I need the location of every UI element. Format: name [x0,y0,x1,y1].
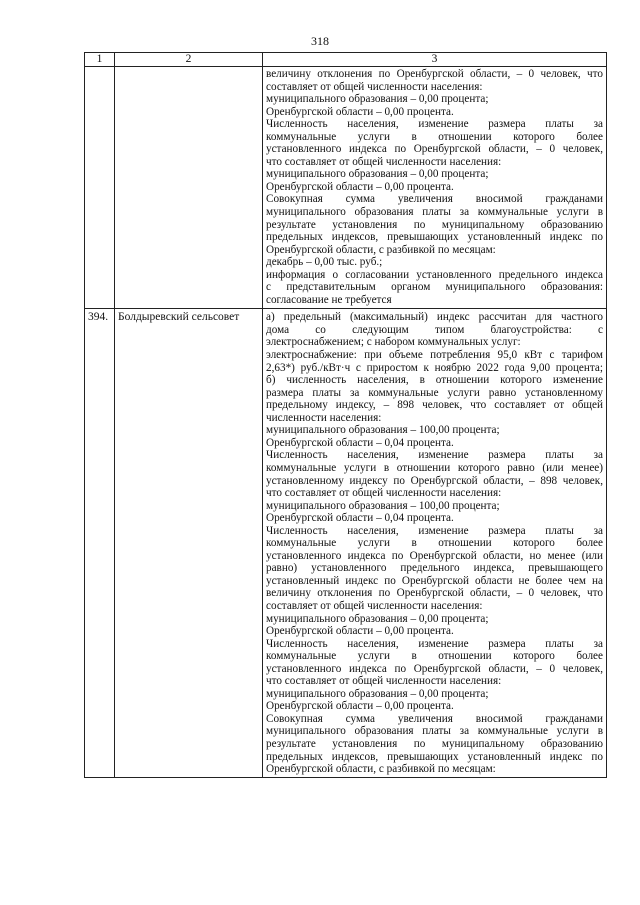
text-line: Совокупная сумма увеличения вносимой гражданами [266,712,603,725]
text-line: электроснабжение: при объеме потребления 95,0 кВт с тарифом [266,349,603,362]
text-line: что составляет от общей численности населения: [266,675,502,688]
text-line: величину отклонения по Оренбургской области, – 0 человек, что [266,587,603,600]
text-line: Оренбургской области – 0,00 процента. [266,625,454,638]
text-line: 2,63*) руб./кВт·ч с приростом к ноябрю 2022 года 9,00 процента; [266,361,603,374]
text-line: согласование не требуется [266,293,392,306]
text-line: муниципального образования платы за коммунальные услуги в [266,725,603,738]
text-line: электроснабжением; с набором коммунальных услуг: [266,336,521,349]
text-line: а) предельный (максимальный) индекс рассчитан для частного [266,311,603,324]
text-line: численности населения: [266,411,382,424]
text-line: размера платы за коммунальные услуги равно установленному [266,386,603,399]
text-line: результате установления по муниципальному образованию [266,737,603,750]
row-number [85,67,115,309]
text-line: равно) установленного предельного индекса, превышающего [266,562,603,575]
text-line: установленного индекса по Оренбургской области, но менее (или [266,549,603,562]
text-line: коммунальные услуги в отношении которого более [266,650,603,663]
text-line: Оренбургской области – 0,00 процента. [266,700,454,713]
text-line: муниципального образования – 0,00 процента; [266,93,489,106]
text-line: установленного индекса по Оренбургской области, – 0 человек, [266,662,603,675]
text-line: Оренбургской области – 0,00 процента. [266,180,454,193]
text-line: декабрь – 0,00 тыс. руб.; [266,256,383,269]
text-line: информация о согласовании установленного предельного индекса [266,268,603,281]
row-content [263,309,607,777]
text-line: составляет от общей численности населения: [266,80,483,93]
row-number: 394. [85,309,115,777]
text-line: муниципального образования – 0,00 процента; [266,168,489,181]
text-line: Оренбургской области, с разбивкой по месяцам: [266,243,496,256]
text-line: установленный индекс по Оренбургской области не более чем на [266,574,603,587]
text-line: установленному индексу по Оренбургской области, – 898 человек, [266,474,603,487]
text-line: дома со следующим типом благоустройства: с [266,323,603,336]
text-line: Численность населения, изменение размера платы за [266,118,603,131]
row-content [263,67,607,309]
document-table [84,52,607,778]
text-line: с представительным органом муниципального образования: [266,281,603,294]
municipality-name: Болдыревский сельсовет [115,309,263,777]
text-line: коммунальные услуги в отношении которого более [266,537,603,550]
text-line: Совокупная сумма увеличения вносимой гражданами [266,193,603,206]
text-line: что составляет от общей численности населения: [266,155,502,168]
municipality-name [115,67,263,309]
text-line: Оренбургской области – 0,04 процента. [266,436,454,449]
text-line: коммунальные услуги в отношении которого равно (или менее) [266,461,603,474]
text-line: составляет от общей численности населения: [266,599,483,612]
text-line: Оренбургской области – 0,00 процента. [266,105,454,118]
text-line: Численность населения, изменение размера платы за [266,637,603,650]
text-line: Численность населения, изменение размера платы за [266,449,603,462]
text-line: результате установления по муниципальному образованию [266,218,603,231]
text-line: б) численность населения, в отношении которого изменение [266,374,603,387]
column-header-3: 3 [263,53,607,67]
text-line: установленного индекса по Оренбургской области, – 0 человек, [266,143,603,156]
text-line: муниципального образования платы за коммунальные услуги в [266,206,603,219]
column-header-1: 1 [85,53,115,67]
column-header-2: 2 [115,53,263,67]
text-line: Оренбургской области – 0,04 процента. [266,512,454,525]
table-header-row [85,53,607,67]
text-line: муниципального образования – 0,00 процента; [266,612,489,625]
text-line: муниципального образования – 0,00 процента; [266,687,489,700]
text-line: что составляет от общей численности населения: [266,487,502,500]
text-line: Численность населения, изменение размера платы за [266,524,603,537]
text-line: предельному индексу, – 898 человек, что составляет от общей [266,399,603,412]
text-line: муниципального образования – 100,00 процента; [266,424,500,437]
text-line: коммунальные услуги в отношении которого более [266,130,603,143]
table-row [85,309,607,777]
page-number: 318 [311,34,329,48]
text-line: предельных индексов, превышающих установленный индекс по [266,231,603,244]
text-line: муниципального образования – 100,00 процента; [266,499,500,512]
text-line: предельных индексов, превышающих установленный индекс по [266,750,603,763]
text-line: Оренбургской области, с разбивкой по месяцам: [266,763,496,776]
table-row [85,67,607,309]
text-line: величину отклонения по Оренбургской области, – 0 человек, что [266,68,603,80]
